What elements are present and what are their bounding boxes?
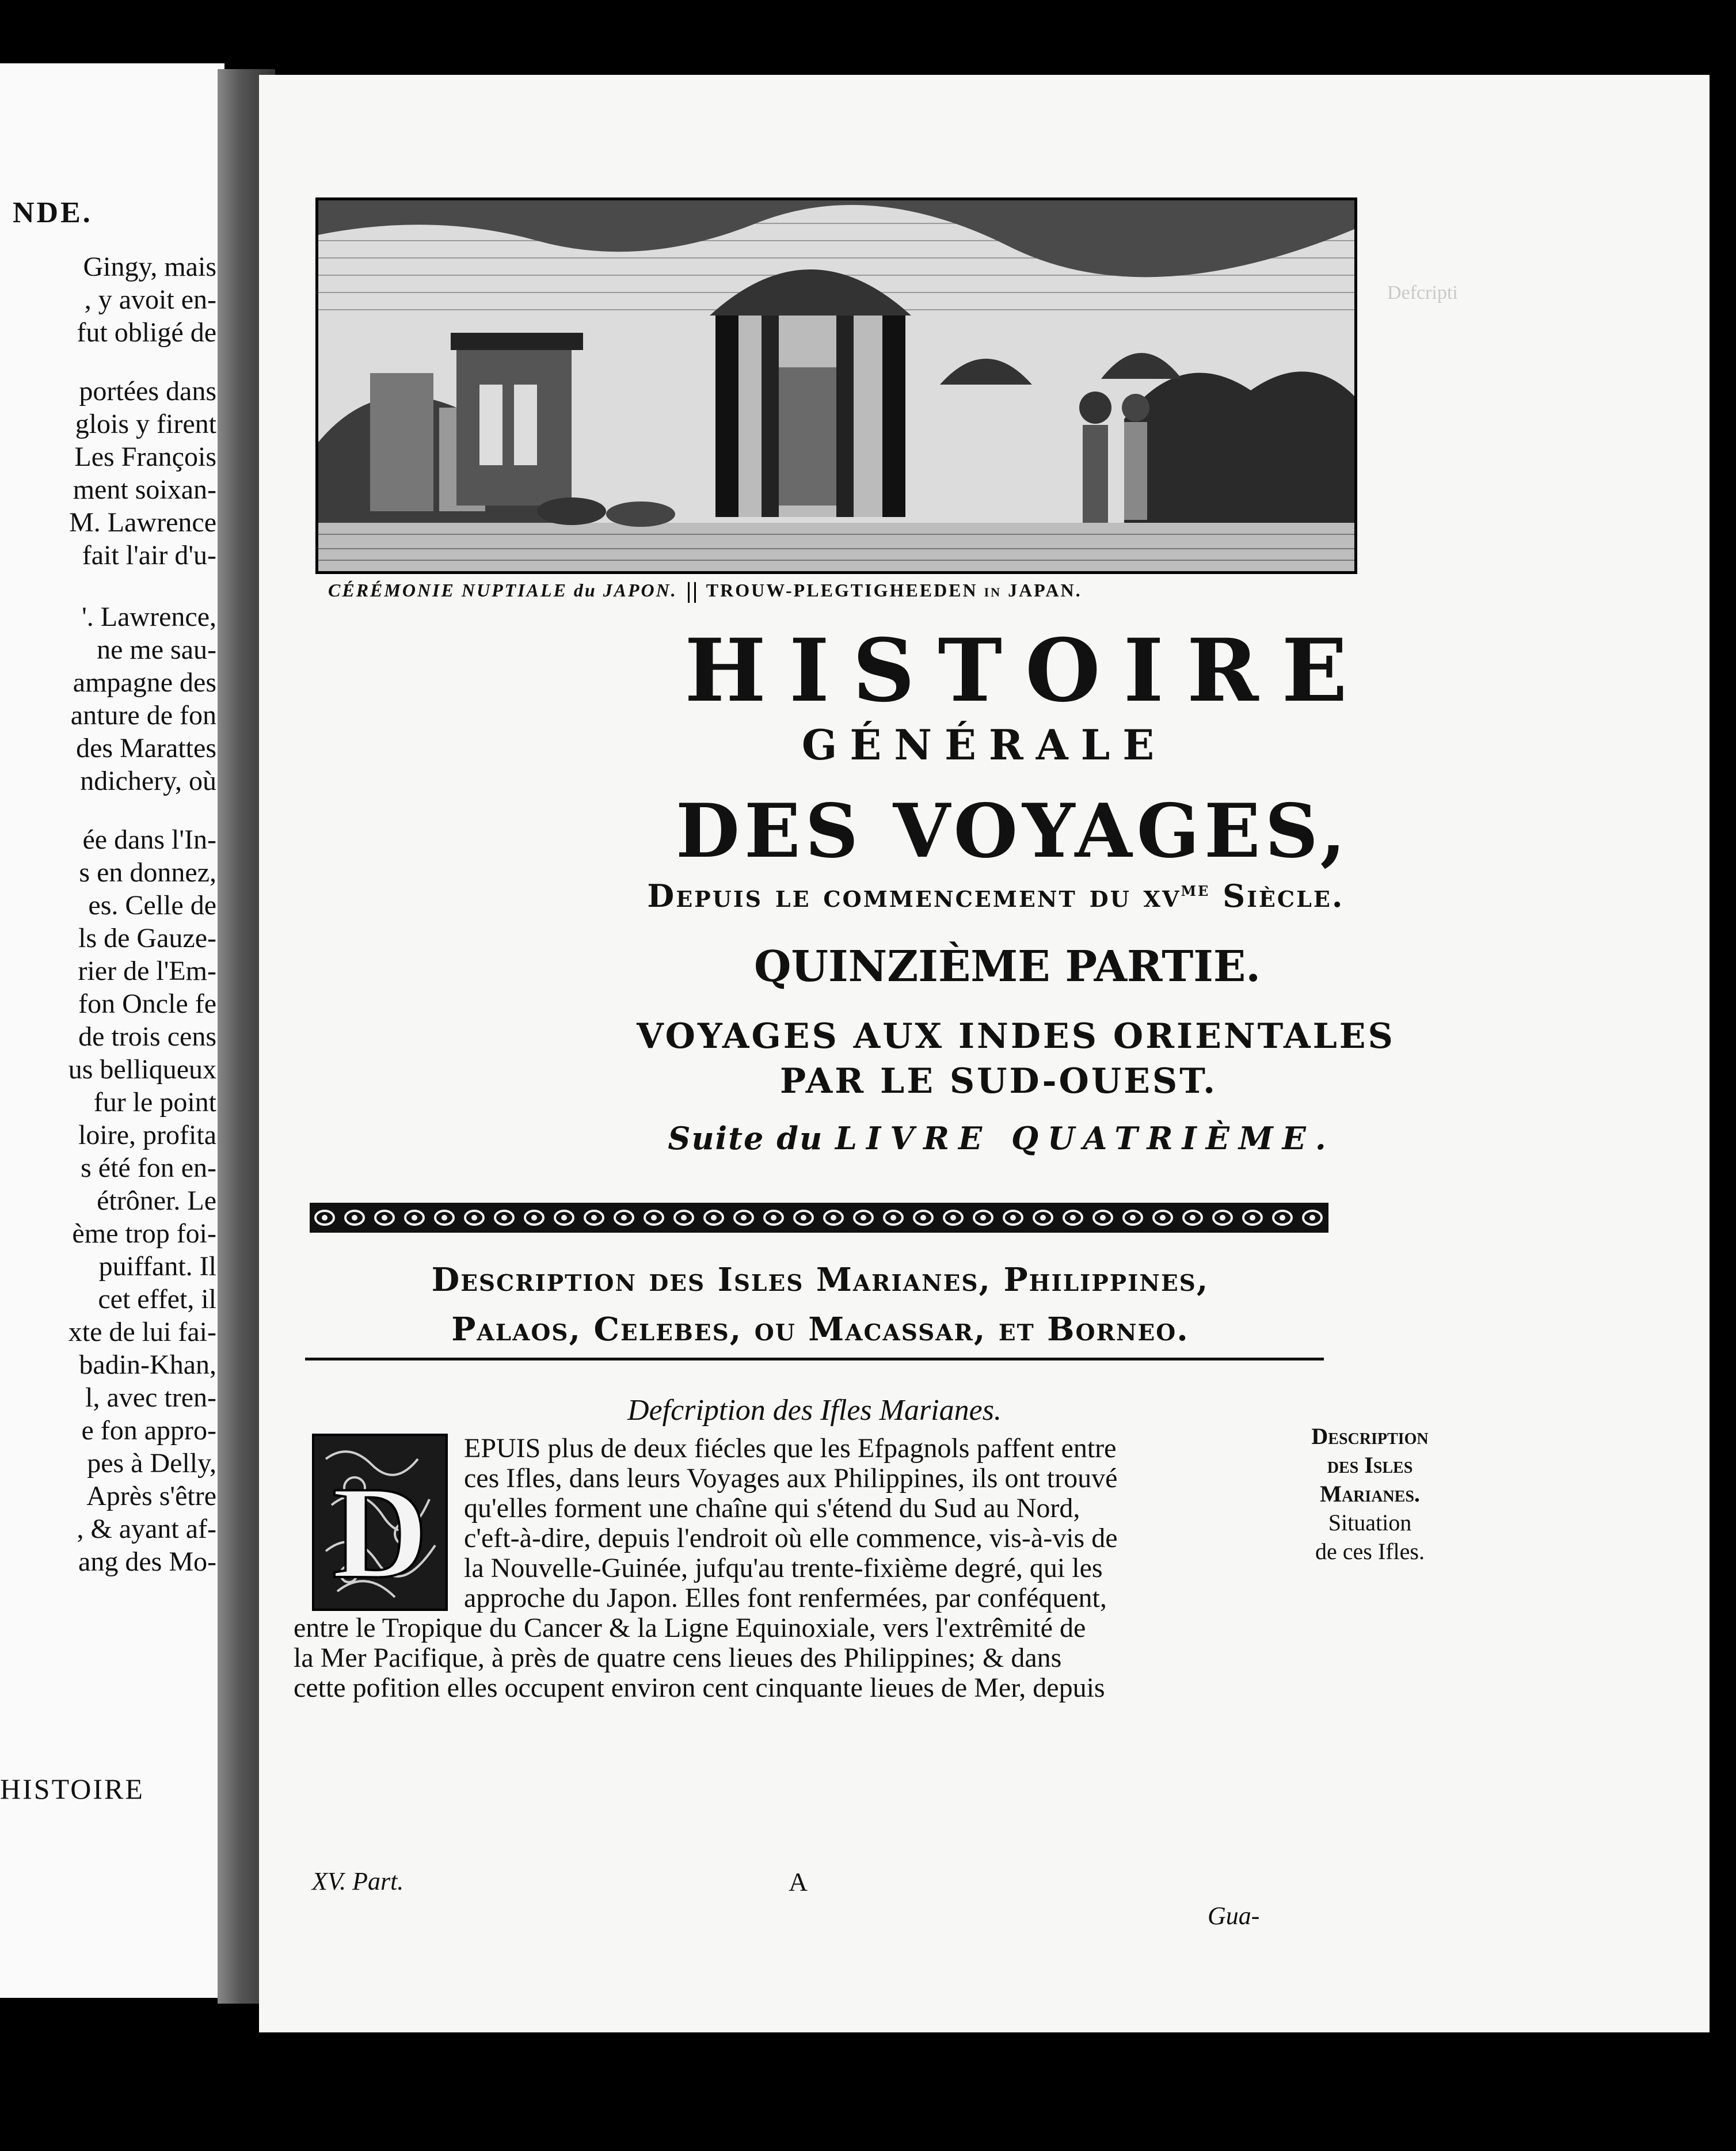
- left-page-line: rier de l'Em-: [78, 956, 216, 986]
- description-line-2: Palaos, Celebes, ou Macassar, et Borneo.: [451, 1310, 1189, 1348]
- title-generale: GÉNÉRALE: [801, 720, 1167, 769]
- margin-note-line: des Isles: [1327, 1452, 1413, 1478]
- left-page-line: l, avec tren-: [85, 1382, 216, 1413]
- body-line: qu'elles forment une chaîne qui s'étend du Sud au Nord,: [464, 1493, 1080, 1523]
- left-page-line: , & ayant af-: [77, 1514, 216, 1544]
- margin-note-line: Situation: [1328, 1510, 1412, 1536]
- ornament-dot: [920, 1215, 926, 1221]
- ornament-dot: [322, 1215, 328, 1221]
- margin-note-line: Description: [1311, 1423, 1429, 1449]
- left-page-line: xte de lui fai-: [68, 1317, 216, 1347]
- ornament-dot: [561, 1215, 567, 1221]
- left-page-line: ang des Mo-: [78, 1546, 216, 1577]
- ornament-dot: [471, 1215, 477, 1221]
- left-page-catchword: HISTOIRE: [0, 1773, 144, 1805]
- ornament-dot: [1100, 1215, 1106, 1221]
- title-des-voyages: DES VOYAGES,: [676, 788, 1350, 875]
- left-page-line: de trois cens: [78, 1021, 216, 1052]
- title-sud-ouest: PAR LE SUD-OUEST.: [779, 1061, 1218, 1101]
- caption-french: CÉRÉMONIE NUPTIALE du JAPON.: [328, 580, 677, 601]
- margin-note-line: Marianes.: [1320, 1481, 1420, 1507]
- left-page-line: ée dans l'In-: [82, 824, 216, 855]
- ornament-dot: [352, 1215, 357, 1221]
- body-line: la Nouvelle-Guinée, jufqu'au trente-fixième degré, qui les: [464, 1553, 1103, 1583]
- body-line: ces Ifles, dans leurs Voyages aux Philippines, ils ont trouvé: [464, 1463, 1118, 1493]
- title-livre-quatrieme: LIVRE QUATRIÈME.: [835, 1120, 1335, 1157]
- initial-letter: D: [332, 1459, 428, 1606]
- left-page-line: anture de fon: [70, 700, 216, 731]
- body-line: la Mer Pacifique, à près de quatre cens lieues des Philippines; & dans: [294, 1643, 1062, 1673]
- left-page-line: pes à Delly,: [87, 1448, 216, 1479]
- ornament-dot: [1309, 1215, 1315, 1221]
- left-page-line: ndichery, où: [80, 766, 216, 796]
- left-page-line: fait l'air d'u-: [82, 540, 216, 571]
- ornament-dot: [1010, 1215, 1016, 1221]
- ornament-dot: [531, 1215, 537, 1221]
- left-page-line: portées dans: [79, 376, 216, 406]
- ornament-dot: [1190, 1215, 1196, 1221]
- signature-leaf: A: [789, 1867, 808, 1897]
- left-page-line: , y avoit en-: [84, 284, 216, 315]
- left-page-line: ls de Gauze-: [78, 923, 216, 953]
- ornament-dot: [950, 1215, 956, 1221]
- section-title: Defcription des Ifles Marianes.: [627, 1394, 1002, 1427]
- body-line: EPUIS plus de deux fiécles que les Efpagnols paffent entre: [464, 1433, 1117, 1464]
- catchword: Gua-: [1208, 1902, 1260, 1930]
- margin-note: [1284, 1422, 1456, 1566]
- left-page-line: puiffant. Il: [98, 1251, 216, 1282]
- engraving-caption: [328, 580, 1399, 603]
- ornament-dot: [771, 1215, 776, 1221]
- left-page-line: Gingy, mais: [83, 252, 216, 282]
- body-line: approche du Japon. Elles font renfermées, par conféquent,: [464, 1583, 1107, 1613]
- left-page-line: Les François: [74, 442, 216, 472]
- title-depuis-sup: me: [1181, 878, 1210, 901]
- left-page-line: us belliqueux: [68, 1054, 216, 1085]
- ornament-dot: [621, 1215, 627, 1221]
- caption-dutch: TROUW-PLEGTIGHEEDEN in JAPAN.: [706, 580, 1082, 601]
- ornament-dot: [1220, 1215, 1225, 1221]
- left-page-heading: NDE.: [13, 196, 93, 229]
- ornament-dot: [1280, 1215, 1285, 1221]
- description-line-1: Description des Isles Marianes, Philippines,: [431, 1261, 1209, 1299]
- ornament-dot: [441, 1215, 447, 1221]
- ornamental-band: [310, 1200, 1328, 1235]
- ornament-dot: [980, 1215, 986, 1221]
- left-page-line: fon Oncle fe: [78, 989, 216, 1019]
- title-depuis: [259, 877, 1710, 914]
- left-page-line: '. Lawrence,: [82, 602, 216, 632]
- ornament-dot: [501, 1215, 507, 1221]
- title-suite-pre: Suite du: [668, 1120, 836, 1157]
- engraving-illustration: [315, 197, 1357, 574]
- ornament-dot: [651, 1215, 657, 1221]
- ornament-dot: [1130, 1215, 1136, 1221]
- ornament-dot: [1040, 1215, 1046, 1221]
- left-page-line: e fon appro-: [81, 1415, 216, 1446]
- ornament-dot: [711, 1215, 717, 1221]
- left-page-line: ampagne des: [73, 667, 216, 698]
- margin-note-line: de ces Ifles.: [1315, 1538, 1425, 1564]
- title-suite-livre: [259, 1120, 1710, 1157]
- body-line: c'eft-à-dire, depuis l'endroit où elle commence, vis-à-vis de: [464, 1523, 1118, 1553]
- left-page-line: loire, profita: [78, 1120, 216, 1150]
- left-page-line: étrôner. Le: [97, 1185, 216, 1216]
- bleed-through-text: Defcripti: [1387, 282, 1458, 303]
- title-depuis-main: Depuis le commencement du xv: [647, 877, 1181, 914]
- ornament-dot: [831, 1215, 836, 1221]
- title-voyages-indes: VOYAGES AUX INDES ORIENTALES: [637, 1016, 1395, 1057]
- ornament-dot: [741, 1215, 747, 1221]
- ornament-dot: [1160, 1215, 1166, 1221]
- ornament-dot: [861, 1215, 866, 1221]
- title-histoire: HISTOIRE: [684, 620, 1370, 721]
- engraving-scene: [318, 200, 1354, 571]
- left-page-line: ème trop foi-: [72, 1218, 216, 1249]
- ornament-dot: [382, 1215, 387, 1221]
- left-page-line: M. Lawrence: [69, 507, 216, 538]
- left-page-line: ne me sau-: [97, 634, 216, 665]
- body-line: entre le Tropique du Cancer & la Ligne Equinoxiale, vers l'extrêmité de: [294, 1613, 1086, 1643]
- left-page-line: fut obligé de: [77, 317, 216, 348]
- caption-separator: [688, 582, 696, 603]
- title-depuis-end: Siècle.: [1210, 877, 1345, 914]
- decorated-initial: [312, 1434, 448, 1611]
- left-page-line: ment soixan-: [73, 474, 216, 505]
- horizontal-rule: [305, 1358, 1324, 1360]
- left-page-line: glois y firent: [75, 409, 216, 439]
- ornament-dot: [681, 1215, 687, 1221]
- left-page-line: badin-Khan,: [79, 1350, 216, 1380]
- ornament-dot: [412, 1215, 417, 1221]
- ornament-dot: [1250, 1215, 1255, 1221]
- ornament-dot: [1070, 1215, 1076, 1221]
- left-page-line: Après s'être: [86, 1481, 216, 1511]
- left-page-line: s en donnez,: [79, 857, 216, 888]
- left-page-line: cet effet, il: [98, 1284, 216, 1314]
- body-line: cette pofition elles occupent environ cent cinquante lieues de Mer, depuis: [294, 1673, 1105, 1703]
- ornament-dot: [890, 1215, 896, 1221]
- right-page: [259, 75, 1710, 2032]
- title-quinzieme-partie: QUINZIÈME PARTIE.: [753, 942, 1261, 991]
- ornament-dot: [801, 1215, 806, 1221]
- left-page-line: es. Celle de: [88, 890, 216, 921]
- left-page-line: s été fon en-: [81, 1153, 216, 1183]
- ornament-dot: [591, 1215, 597, 1221]
- left-page: [0, 63, 224, 1998]
- left-page-line: fur le point: [93, 1087, 216, 1118]
- signature-mark: XV. Part.: [312, 1867, 404, 1895]
- left-page-line: des Marattes: [76, 733, 216, 763]
- floral-initial-ornament: [314, 1436, 446, 1609]
